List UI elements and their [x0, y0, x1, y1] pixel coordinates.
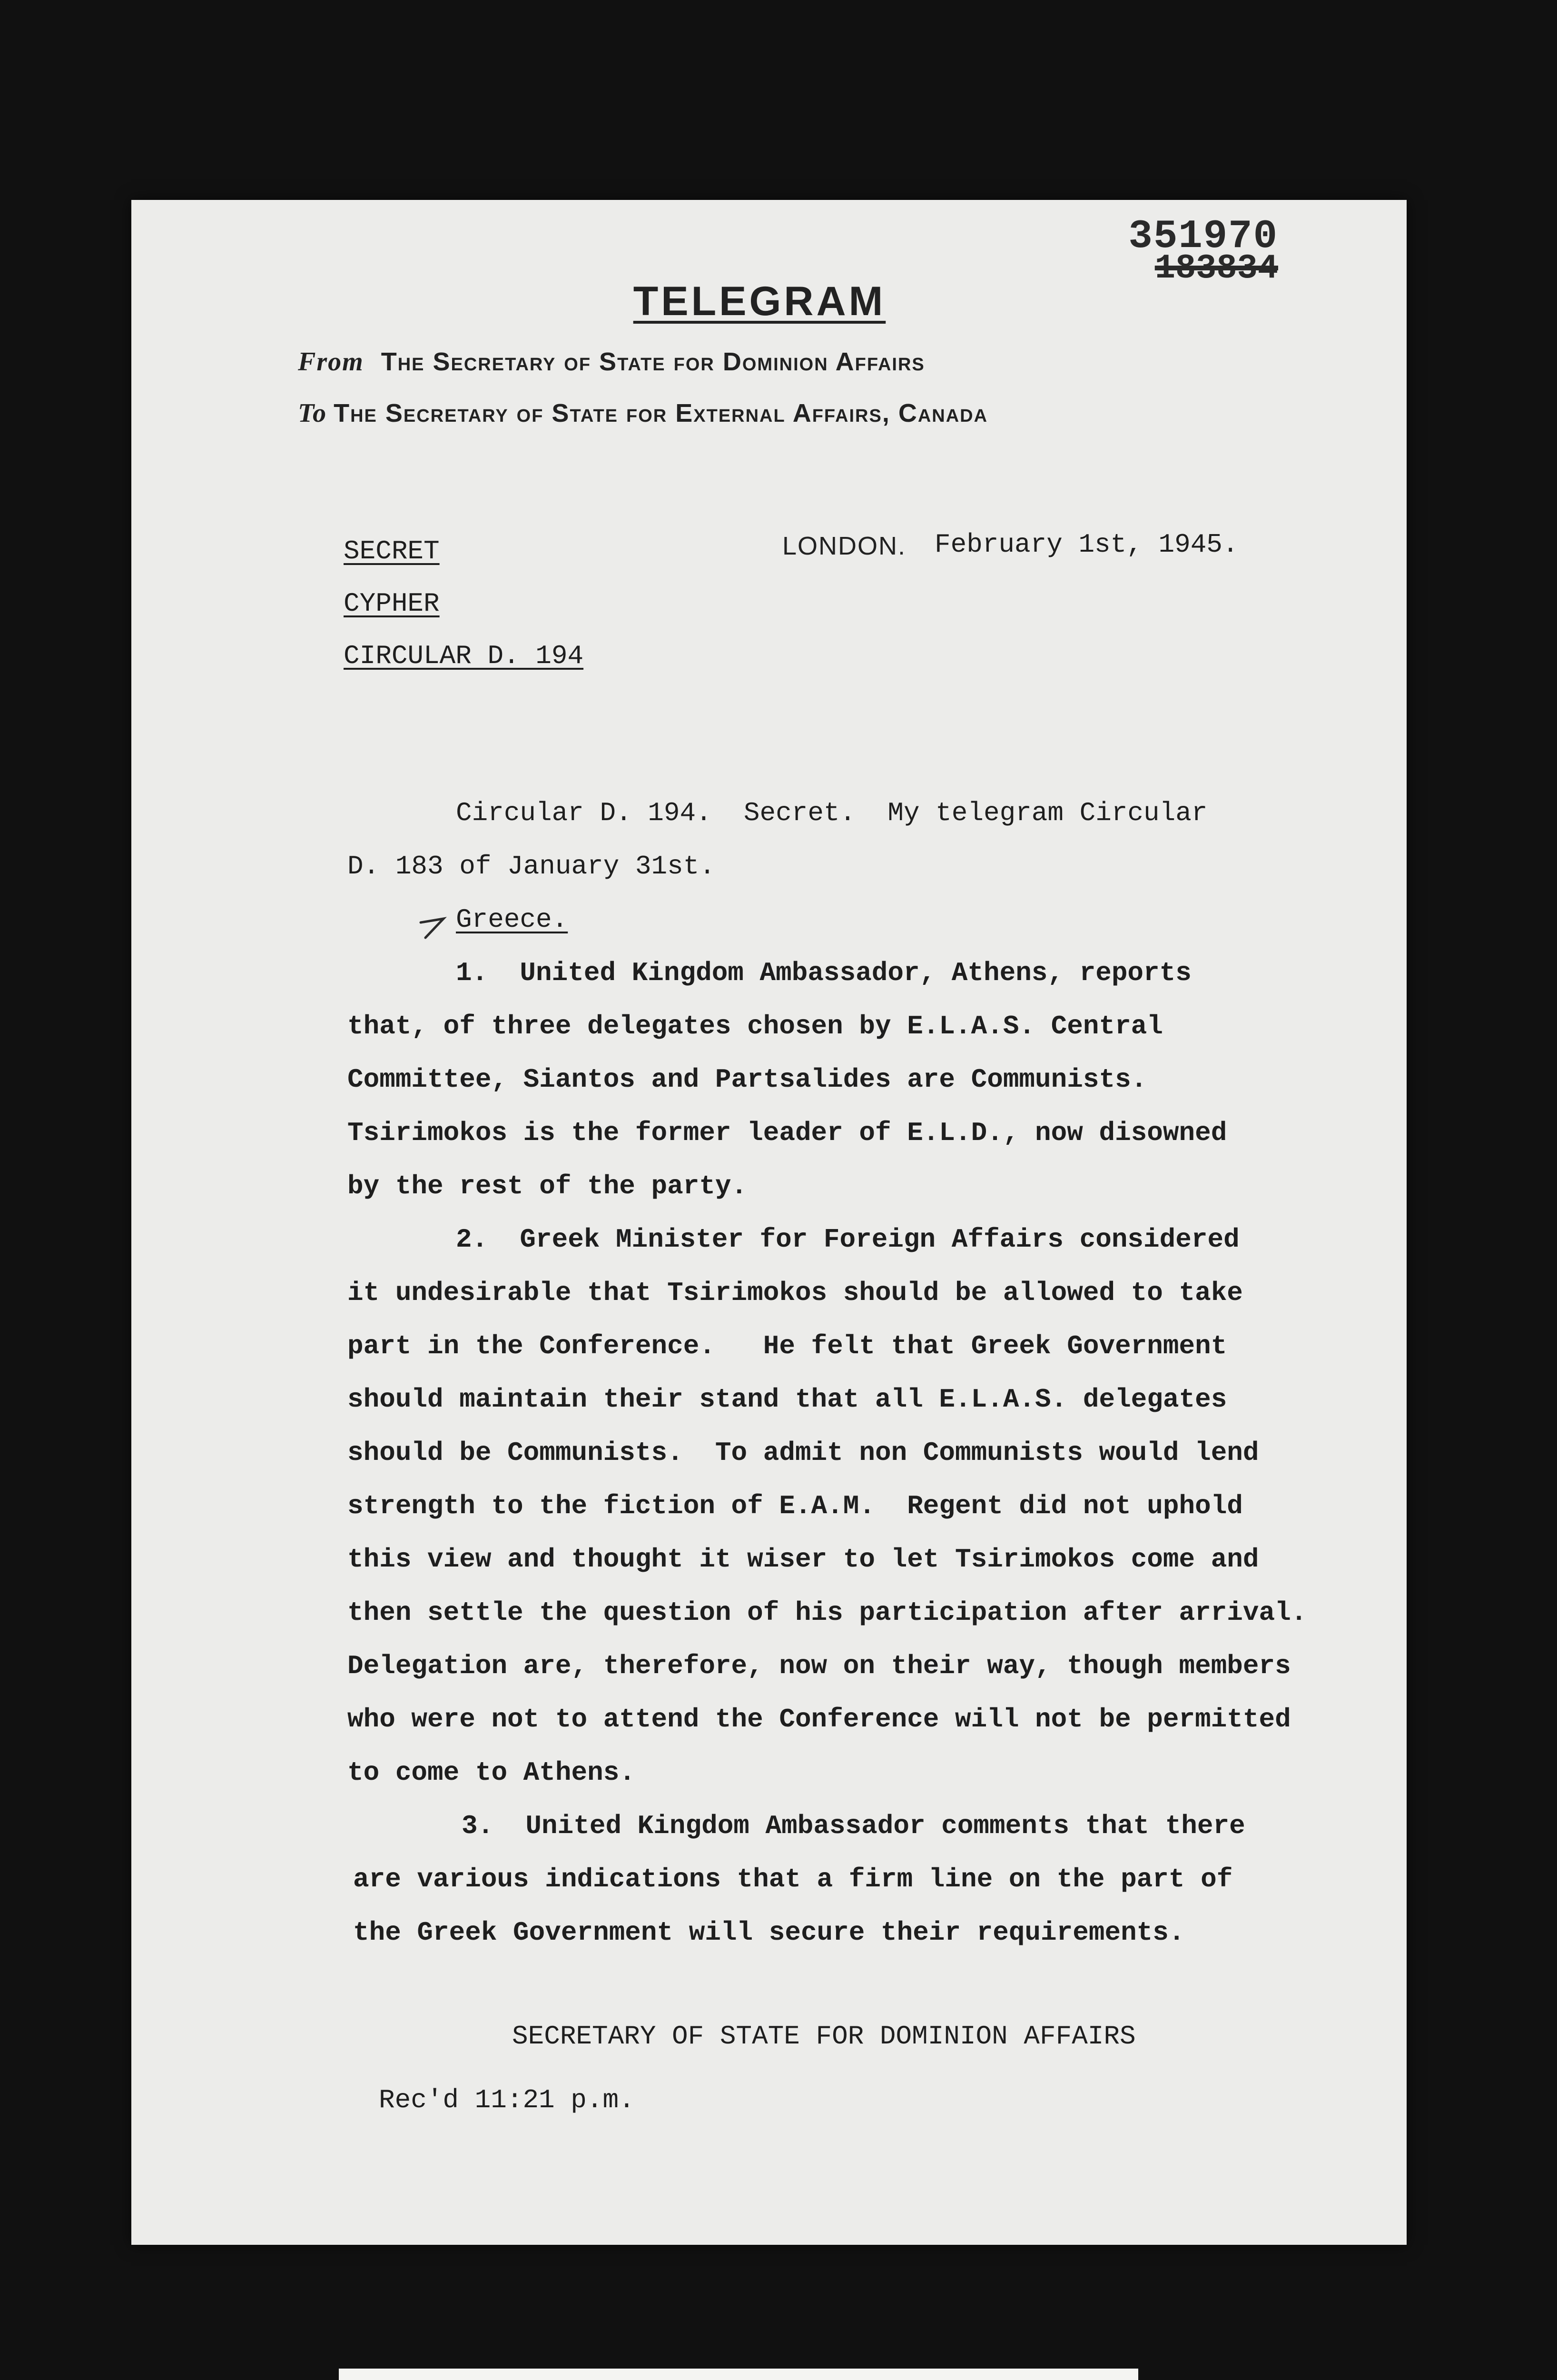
body-line: this view and thought it wiser to let Tsirimokos come and [347, 1544, 1259, 1575]
classification-circular: CIRCULAR D. 194 [344, 641, 584, 671]
body-line: 3. United Kingdom Ambassador comments that there [462, 1811, 1245, 1841]
telegram-title: TELEGRAM [633, 278, 886, 324]
body-line: by the rest of the party. [347, 1171, 748, 1201]
signature: SECRETARY OF STATE FOR DOMINION AFFAIRS [512, 2021, 1136, 2052]
received-time: Rec'd 11:21 p.m. [379, 2085, 635, 2115]
date: February 1st, 1945. [935, 529, 1239, 560]
body-line: that, of three delegates chosen by E.L.A.S. Central [347, 1011, 1163, 1041]
body-line: part in the Conference. He felt that Greek Government [347, 1331, 1227, 1361]
body-line: strength to the fiction of E.A.M. Regent did not uphold [347, 1491, 1243, 1521]
classification-cypher: CYPHER [344, 588, 440, 619]
body-line: 1. United Kingdom Ambassador, Athens, reports [456, 958, 1192, 988]
to-line [298, 398, 988, 428]
to-label: To [298, 398, 327, 428]
body-line: are various indications that a firm line on the part of [353, 1864, 1233, 1894]
body-line: Tsirimokos is the former leader of E.L.D., now disowned [347, 1118, 1227, 1148]
body-line-heading: Greece. [456, 904, 568, 935]
document-number-struck: 183834 [1154, 249, 1278, 288]
document-number [1116, 214, 1278, 288]
body-line: 2. Greek Minister for Foreign Affairs considered [456, 1224, 1240, 1255]
classification-secret: SECRET [344, 536, 440, 566]
body-line: it undesirable that Tsirimokos should be allowed to take [347, 1278, 1243, 1308]
body-line: Circular D. 194. Secret. My telegram Circular [456, 798, 1208, 828]
from-value: The Secretary of State for Dominion Affairs [381, 347, 925, 376]
body-line: the Greek Government will secure their requirements. [353, 1917, 1185, 1948]
body-line: Committee, Siantos and Partsalides are Communists. [347, 1064, 1147, 1095]
body-line: Delegation are, therefore, now on their way, though members [347, 1651, 1291, 1681]
body-line: D. 183 of January 31st. [347, 851, 715, 882]
document-number-current: 351970 [1128, 214, 1278, 259]
place: LONDON. [782, 532, 907, 560]
pencil-check-mark [419, 914, 447, 942]
body-line: should be Communists. To admit non Communists would lend [347, 1438, 1259, 1468]
body-line: to come to Athens. [347, 1757, 635, 1788]
body-line: who were not to attend the Conference will not be permitted [347, 1704, 1291, 1735]
from-line [298, 347, 925, 377]
to-value: The Secretary of State for External Affairs, Canada [334, 399, 988, 427]
body-line: then settle the question of his participation after arrival. [347, 1597, 1307, 1628]
from-label: From [298, 347, 364, 377]
body-line: should maintain their stand that all E.L.A.S. delegates [347, 1384, 1227, 1415]
reference-label [339, 2369, 1138, 2380]
